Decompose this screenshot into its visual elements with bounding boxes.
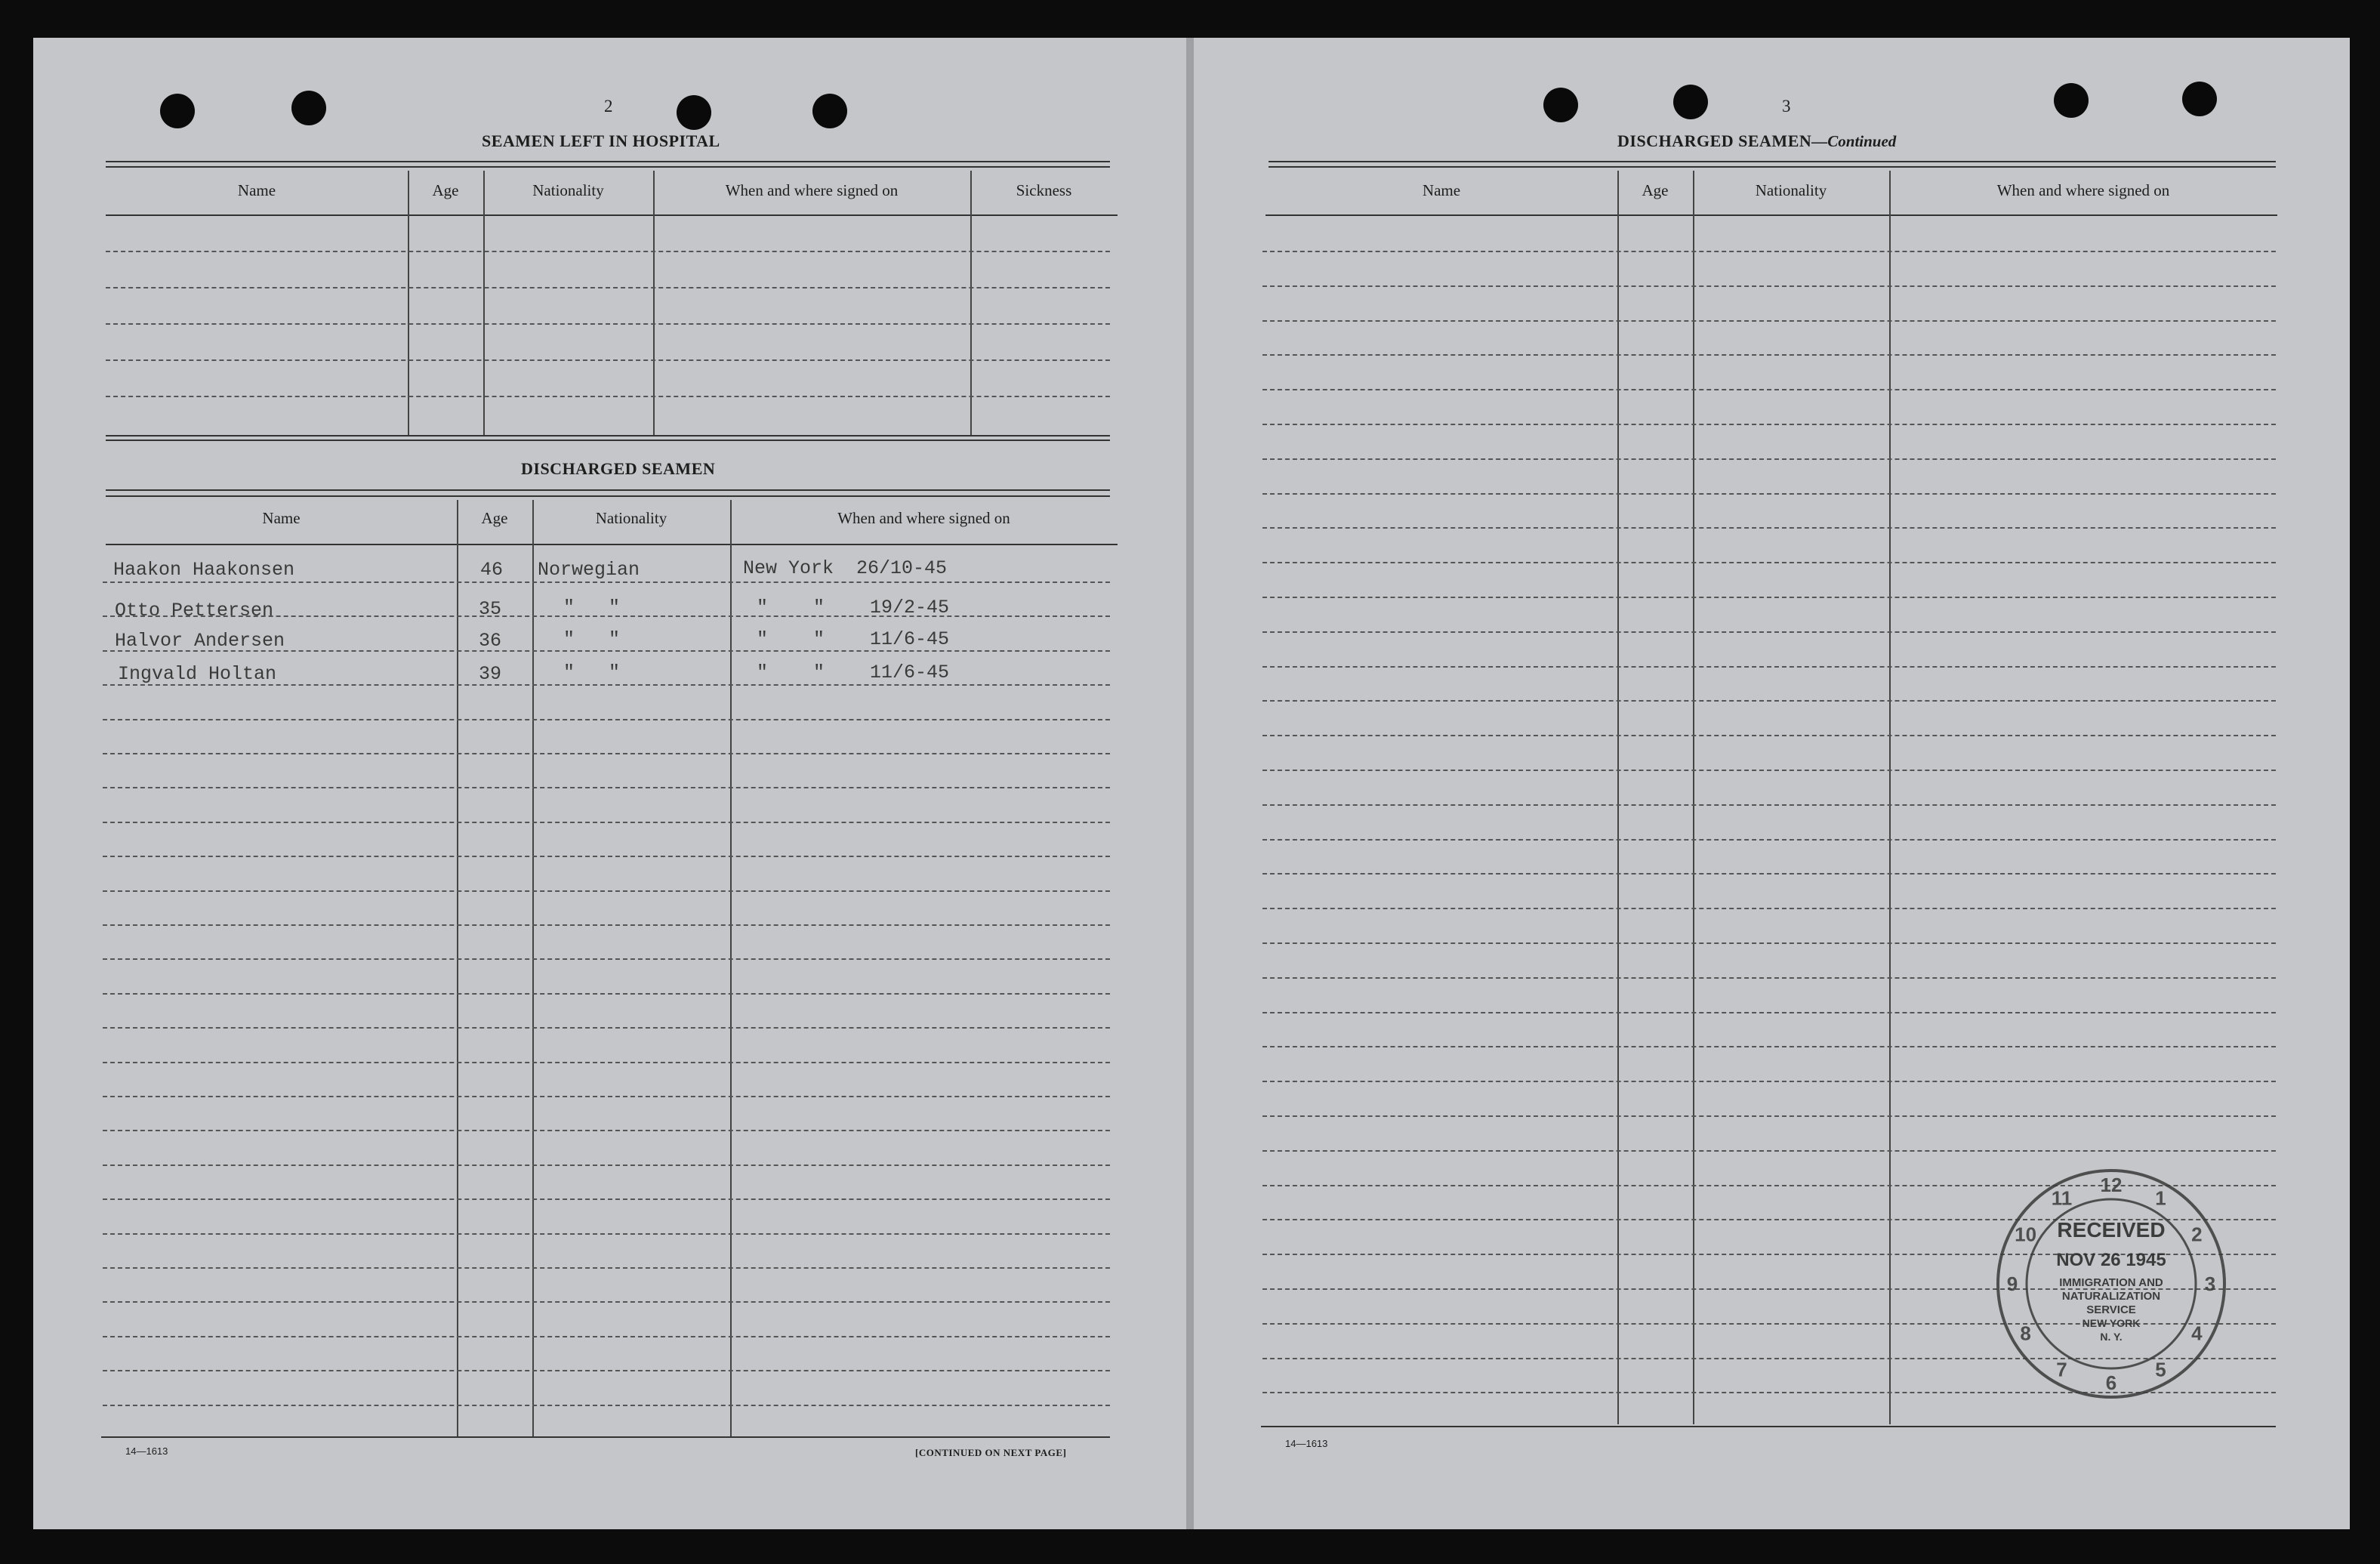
seaman-age: 46	[480, 559, 504, 581]
table-rule	[101, 1436, 1110, 1438]
ruled-line	[1262, 666, 2276, 668]
table-rule	[106, 166, 1110, 168]
hospital-col-nationality: Nationality	[532, 181, 604, 199]
discharged-col-nationality: Nationality	[595, 509, 667, 527]
table-rule	[106, 495, 1110, 497]
stamp-ring-digit: 11	[2051, 1186, 2073, 1210]
column-rule	[532, 500, 534, 1436]
table-rule	[106, 440, 1110, 441]
stamp-ring-digit: 3	[2204, 1272, 2216, 1295]
punch-hole	[1543, 88, 1578, 122]
stamp-line: NATURALIZATION	[2061, 1290, 2161, 1303]
ruled-line	[103, 1233, 1110, 1235]
seaman-name: Haakon Haakonsen	[113, 559, 295, 581]
continued-col-signed-on: When and where signed on	[1996, 181, 2170, 199]
ruled-line	[1262, 527, 2276, 529]
ruled-line	[103, 1096, 1110, 1097]
column-rule	[1889, 171, 1891, 1424]
ruled-line	[103, 719, 1110, 720]
ruled-line	[103, 1267, 1110, 1269]
stamp-line: SERVICE	[2086, 1303, 2136, 1316]
stamp-ring-digit: 1	[2155, 1186, 2166, 1210]
table-rule	[106, 544, 1118, 545]
punch-hole	[2182, 82, 2217, 116]
ruled-line	[1262, 839, 2276, 841]
ruled-line	[1262, 700, 2276, 702]
ruled-line	[103, 753, 1110, 754]
stamp-ring-digit: 6	[2105, 1371, 2117, 1394]
continued-col-nationality: Nationality	[1755, 181, 1827, 199]
table-rule	[106, 435, 1110, 437]
seaman-nationality: " "	[563, 597, 621, 619]
ruled-line	[1262, 424, 2276, 425]
ruled-line	[103, 993, 1110, 995]
punch-hole	[677, 95, 711, 130]
stamp-line: IMMIGRATION AND	[2059, 1276, 2163, 1289]
ruled-line	[103, 787, 1110, 788]
hospital-col-sickness: Sickness	[1016, 181, 1072, 199]
seaman-age: 36	[479, 630, 502, 652]
ruled-line	[1262, 354, 2276, 356]
discharged-continued-title	[1617, 131, 1896, 151]
ruled-line	[106, 287, 1110, 288]
table-rule	[106, 489, 1110, 491]
ruled-line	[1262, 493, 2276, 495]
left-page	[33, 38, 1188, 1529]
ruled-line	[103, 1165, 1110, 1166]
ruled-line	[103, 1405, 1110, 1406]
ruled-line	[1262, 1081, 2276, 1082]
ruled-line	[1262, 770, 2276, 771]
form-number: 14—1613	[125, 1445, 168, 1457]
stamp-ring-digit: 8	[2020, 1322, 2031, 1345]
discharged-col-signed-on: When and where signed on	[837, 509, 1010, 527]
seaman-signed-on: " " 11/6-45	[757, 628, 950, 650]
ruled-line	[1262, 562, 2276, 563]
page-number: 2	[604, 97, 613, 116]
column-rule	[457, 500, 458, 1436]
table-rule	[106, 214, 1118, 216]
ruled-line	[103, 581, 1110, 583]
seaman-age: 39	[479, 663, 502, 685]
ruled-line	[103, 924, 1110, 926]
ruled-line	[103, 1062, 1110, 1063]
table-rule	[1266, 214, 2277, 216]
ruled-line	[1262, 977, 2276, 979]
stamp-ring-digit: 7	[2056, 1358, 2067, 1381]
ruled-line	[106, 323, 1110, 325]
stamp-line: NEW YORK	[2082, 1317, 2141, 1329]
stamp-ring-digit: 9	[2006, 1272, 2018, 1295]
ruled-line	[1262, 873, 2276, 875]
column-rule	[1693, 171, 1694, 1424]
hospital-col-name: Name	[237, 181, 276, 199]
seaman-signed-on: " " 11/6-45	[757, 662, 950, 683]
column-rule	[1617, 171, 1619, 1424]
ruled-line	[1262, 942, 2276, 944]
continued-note: [CONTINUED ON NEXT PAGE]	[915, 1447, 1067, 1458]
hospital-col-signed-on: When and where signed on	[725, 181, 899, 199]
ruled-line	[103, 1301, 1110, 1303]
table-rule	[1269, 161, 2276, 162]
ruled-line	[1262, 285, 2276, 287]
ruled-line	[103, 1027, 1110, 1029]
ruled-line	[106, 251, 1110, 252]
ruled-line	[1262, 1046, 2276, 1047]
hospital-section-title: SEAMEN LEFT IN HOSPITAL	[482, 131, 720, 150]
form-number: 14—1613	[1285, 1438, 1328, 1449]
ruled-line	[1262, 320, 2276, 322]
punch-hole	[812, 94, 847, 128]
table-rule	[1261, 1426, 2276, 1427]
seaman-name: Halvor Andersen	[115, 630, 285, 652]
continued-col-name: Name	[1422, 181, 1461, 199]
ruled-line	[1262, 908, 2276, 909]
ruled-line	[106, 359, 1110, 361]
ruled-line	[103, 856, 1110, 857]
punch-hole	[2054, 83, 2089, 118]
seaman-signed-on: New York 26/10-45	[743, 557, 948, 579]
stamp-ring-digit: 2	[2191, 1223, 2203, 1246]
page-number: 3	[1782, 97, 1791, 116]
stamp-ring-digit: 5	[2155, 1358, 2166, 1381]
ruled-line	[103, 1198, 1110, 1200]
column-rule	[730, 500, 732, 1436]
seaman-signed-on: " " 19/2-45	[757, 597, 950, 619]
ruled-line	[103, 958, 1110, 960]
seaman-name: Ingvald Holtan	[118, 663, 277, 685]
ruled-line	[103, 1336, 1110, 1337]
seaman-name: Otto Pettersen	[115, 600, 274, 622]
ruled-line	[1262, 1150, 2276, 1152]
stamp-top-text: RECEIVED	[2057, 1218, 2166, 1242]
table-rule	[106, 161, 1110, 162]
ruled-line	[1262, 251, 2276, 252]
discharged-col-age: Age	[481, 509, 508, 527]
ruled-line	[103, 1130, 1110, 1131]
ruled-line	[1262, 1012, 2276, 1013]
punch-hole	[1673, 85, 1708, 119]
discharged-section-title: DISCHARGED SEAMEN	[521, 459, 716, 478]
title-main: DISCHARGED SEAMEN	[1617, 131, 1812, 150]
ruled-line	[1262, 631, 2276, 633]
ruled-line	[1262, 804, 2276, 806]
ruled-line	[106, 396, 1110, 397]
ruled-line	[103, 822, 1110, 823]
stamp-date: NOV 26 1945	[2056, 1250, 2166, 1270]
stamp-ring-digit: 4	[2191, 1322, 2203, 1345]
ruled-line	[1262, 458, 2276, 460]
punch-hole	[160, 94, 195, 128]
continued-col-age: Age	[1642, 181, 1669, 199]
seaman-nationality: " "	[563, 628, 621, 650]
stamp-line: N. Y.	[2100, 1331, 2123, 1343]
ruled-line	[1262, 1115, 2276, 1117]
seaman-age: 35	[479, 598, 502, 620]
page-fold	[1186, 38, 1194, 1529]
seaman-nationality: " "	[563, 662, 621, 683]
ruled-line	[1262, 597, 2276, 598]
received-stamp	[1990, 1163, 2232, 1405]
seaman-nationality: Norwegian	[538, 559, 640, 581]
table-rule	[1269, 166, 2276, 168]
ruled-line	[103, 1370, 1110, 1371]
ruled-line	[1262, 735, 2276, 736]
hospital-col-age: Age	[432, 181, 459, 199]
ruled-line	[1262, 389, 2276, 390]
ruled-line	[103, 890, 1110, 892]
title-suffix: —Continued	[1811, 132, 1897, 150]
punch-hole	[291, 91, 326, 125]
discharged-col-name: Name	[262, 509, 301, 527]
stamp-ring-digit: 12	[2100, 1174, 2123, 1196]
stamp-ring-digit: 10	[2015, 1223, 2037, 1246]
